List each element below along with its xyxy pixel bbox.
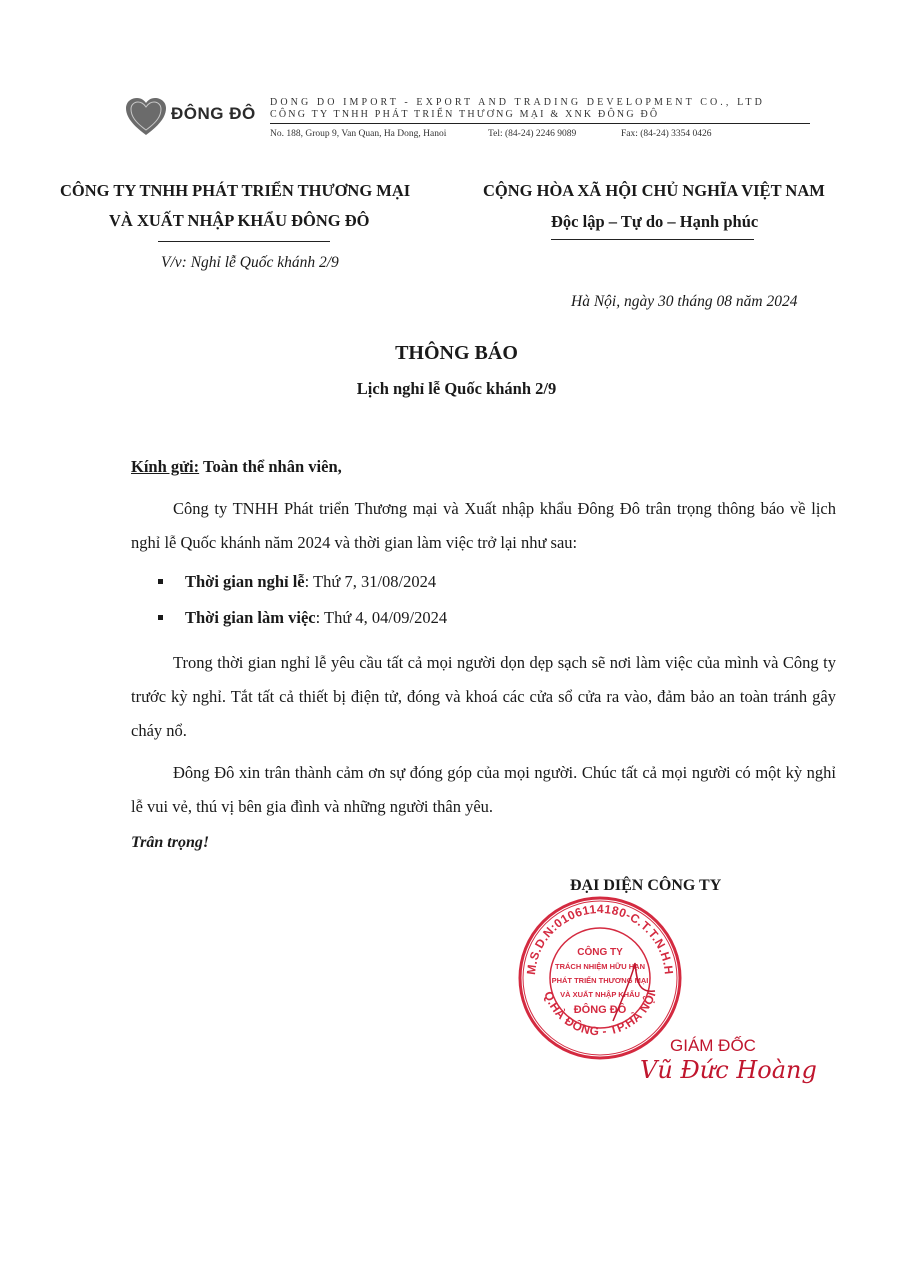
letterhead-tel: Tel: (84-24) 2246 9089 (488, 129, 577, 139)
letterhead-address: No. 188, Group 9, Van Quan, Ha Dong, Hanoi (270, 129, 447, 139)
signer-position: GIÁM ĐỐC (670, 1036, 756, 1055)
bullet-value: : Thứ 4, 04/09/2024 (315, 608, 448, 627)
seal-stamp-icon (515, 893, 685, 1063)
bullet-square-icon (158, 615, 163, 620)
seal-line: TRÁCH NHIỆM HỮU HẠN (555, 962, 645, 971)
company-name-underline (158, 241, 330, 242)
letterhead-divider (270, 123, 810, 124)
national-motto: Độc lập – Tự do – Hạnh phúc (551, 212, 759, 231)
seal-line: ĐÔNG ĐÔ (573, 1004, 627, 1016)
document-title: THÔNG BÁO (395, 342, 518, 364)
company-name-line1: CÔNG TY TNHH PHÁT TRIỂN THƯƠNG MẠI (60, 181, 411, 200)
greeting-label: Kính gửi: (131, 457, 200, 476)
letterhead-company-vn: CÔNG TY TNHH PHÁT TRIỂN THƯƠNG MẠI & XNK ĐÔNG ĐÔ (270, 109, 660, 120)
company-logo (125, 97, 275, 137)
letterhead-company-en: DONG DO IMPORT - EXPORT AND TRADING DEVELOPMENT CO., LTD (270, 97, 765, 108)
instructions-paragraph: Trong thời gian nghỉ lễ yêu cầu tất cả mọi người dọn dẹp sạch sẽ nơi làm việc của mình và Công ty trước kỳ nghỉ. Tắt tất cả thiết bị điện tử, đóng và khoá các cửa sổ cửa ra vào, đảm bảo an toàn tránh gây cháy nổ. (131, 653, 836, 740)
bullet-holiday-period (158, 572, 436, 592)
national-title: CỘNG HÒA XÃ HỘI CHỦ NGHĨA VIỆT NAM (483, 181, 825, 200)
logo-wordmark: ĐÔNG ĐÔ (171, 104, 256, 123)
seal-ring-text: M.S.D.N:0106114180-C.T.T.N.H.H (523, 901, 677, 976)
subject-line: V/v: Nghỉ lễ Quốc khánh 2/9 (161, 254, 339, 271)
seal-line: VÀ XUẤT NHẬP KHẨU (560, 990, 640, 999)
intro-paragraph: Công ty TNHH Phát triển Thương mại và Xuất nhập khẩu Đông Đô trân trọng thông báo về lịch nghỉ lễ Quốc khánh năm 2024 và thời gian làm việc trở lại như sau: (131, 499, 836, 552)
national-motto-underline (551, 239, 754, 240)
company-seal (515, 893, 685, 1063)
bullet-square-icon (158, 579, 163, 584)
closing: Trân trọng! (131, 834, 210, 851)
greeting (131, 450, 342, 484)
bullet-value: : Thứ 7, 31/08/2024 (304, 572, 437, 591)
bullet-return-to-work (158, 608, 447, 628)
seal-line: PHÁT TRIỂN THƯƠNG MẠI (551, 976, 649, 985)
bullet-label: Thời gian làm việc (185, 608, 316, 627)
company-name-line2: VÀ XUẤT NHẬP KHẨU ĐÔNG ĐÔ (109, 211, 370, 230)
signer-name: Vũ Đức Hoàng (640, 1056, 817, 1084)
document-subtitle: Lịch nghỉ lễ Quốc khánh 2/9 (356, 379, 557, 398)
greeting-recipient: Toàn thể nhân viên, (199, 457, 342, 476)
letterhead-fax: Fax: (84-24) 3354 0426 (621, 129, 712, 139)
seal-line: CÔNG TY (577, 947, 623, 958)
thanks-paragraph: Đông Đô xin trân thành cảm ơn sự đóng góp của mọi người. Chúc tất cả mọi người có một kỳ nghỉ lễ vui vẻ, thú vị bên gia đình và những người thân yêu. (131, 763, 836, 816)
heart-logo-icon (125, 97, 167, 137)
seal-bottom-text: Q.HÀ ĐÔNG - TP.HÀ NỘI (541, 989, 659, 1039)
document-date: Hà Nội, ngày 30 tháng 08 năm 2024 (571, 293, 798, 310)
bullet-label: Thời gian nghỉ lễ (185, 572, 305, 591)
representative-title: ĐẠI DIỆN CÔNG TY (570, 877, 722, 894)
